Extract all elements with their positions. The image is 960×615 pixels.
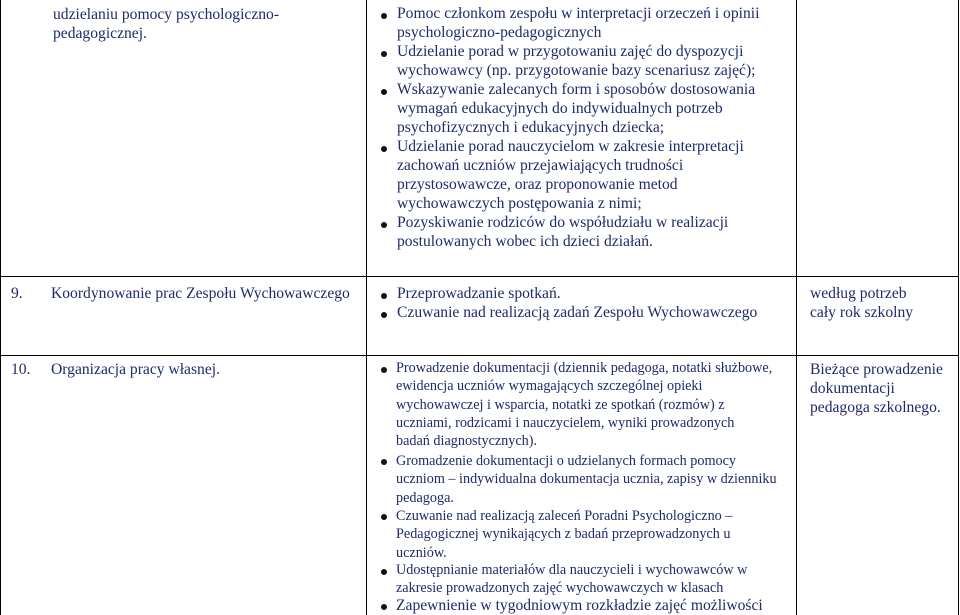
bullet-icon [381, 293, 387, 299]
task-item: Zapewnienie w tygodniowym rozkładzie zajęć możliwości [396, 597, 763, 614]
bullet-icon [381, 604, 387, 610]
bullet-icon [381, 367, 387, 373]
task-item: Udzielanie porad nauczycielom w zakresie interpretacji zachowań uczniów przejawiających trudności przystosowawcze, oraz proponowanie metod wychowawczych postępowania z nimi; [397, 138, 744, 212]
task-item: Udostępnianie materiałów dla nauczycieli i wychowawców w zakresie prowadzonych zajęć wychowawczych w klasach [396, 562, 748, 597]
bullet-icon [381, 222, 387, 228]
task-item: Udzielanie porad w przygotowaniu zajęć do dyspozycji wychowawcy (np. przygotowanie bazy scenariusz zajęć); [397, 43, 756, 79]
task-item: Czuwanie nad realizacją zaleceń Poradni Psychologiczno – Pedagogicznej wynikających z badań przeprowadzonych u uczniów. [396, 508, 733, 561]
table-border-left [0, 0, 1, 615]
deadline-cell-text: według potrzeb cały rok szkolny [810, 285, 914, 321]
bullet-icon [381, 514, 387, 520]
bullet-icon [381, 51, 387, 57]
row-divider [0, 355, 959, 356]
activity-cell-text: udzielaniu pomocy psychologiczno- [53, 6, 280, 23]
column-divider-activity [366, 0, 367, 615]
bullet-icon [381, 459, 387, 465]
task-item: Wskazywanie zalecanych form i sposobów dostosowania wymagań edukacyjnych do indywidualnych potrzeb psychofizycznych i edukacyjnych dziecka; [397, 81, 756, 136]
bullet-icon [381, 569, 387, 575]
bullet-icon [381, 13, 387, 19]
task-item: Gromadzenie dokumentacji o udzielanych formach pomocy uczniom – indywidualna dokumentacja ucznia, zapisy w dzienniku pedagoga. [396, 453, 777, 506]
row-number: 10. [11, 361, 31, 378]
bullet-icon [381, 312, 387, 318]
row-divider [0, 276, 959, 277]
task-item: Przeprowadzanie spotkań. [397, 285, 561, 302]
task-item: Prowadzenie dokumentacji (dziennik pedagoga, notatki służbowe, ewidencja uczniów wymagających szczególnej opieki wychowawczej i wsparcia, notatki ze spotkań (rozmów) z uczniami, rodzicami i nauczycielem, wyniki prowadzonych badań diagnostycznych). [396, 360, 773, 450]
row-number: 9. [11, 285, 23, 302]
task-item: Pozyskiwanie rodziców do współudziału w realizacji postulowanych wobec ich dzieci działań. [397, 214, 729, 250]
activity-cell-text: pedagogicznej. [53, 25, 147, 42]
activity-cell-text: Koordynowanie prac Zespołu Wychowawczego [51, 285, 350, 302]
table-border-right [958, 0, 959, 615]
task-item: Pomoc członkom zespołu w interpretacji orzeczeń i opinii psychologiczno-pedagogicznych [397, 5, 760, 41]
column-divider-tasks [796, 0, 797, 615]
activity-cell-text: Organizacja pracy własnej. [51, 361, 220, 378]
task-item: Czuwanie nad realizacją zadań Zespołu Wychowawczego [397, 304, 758, 321]
bullet-icon [381, 89, 387, 95]
bullet-icon [381, 146, 387, 152]
deadline-cell-text: Bieżące prowadzenie dokumentacji pedagoga szkolnego. [810, 361, 943, 416]
